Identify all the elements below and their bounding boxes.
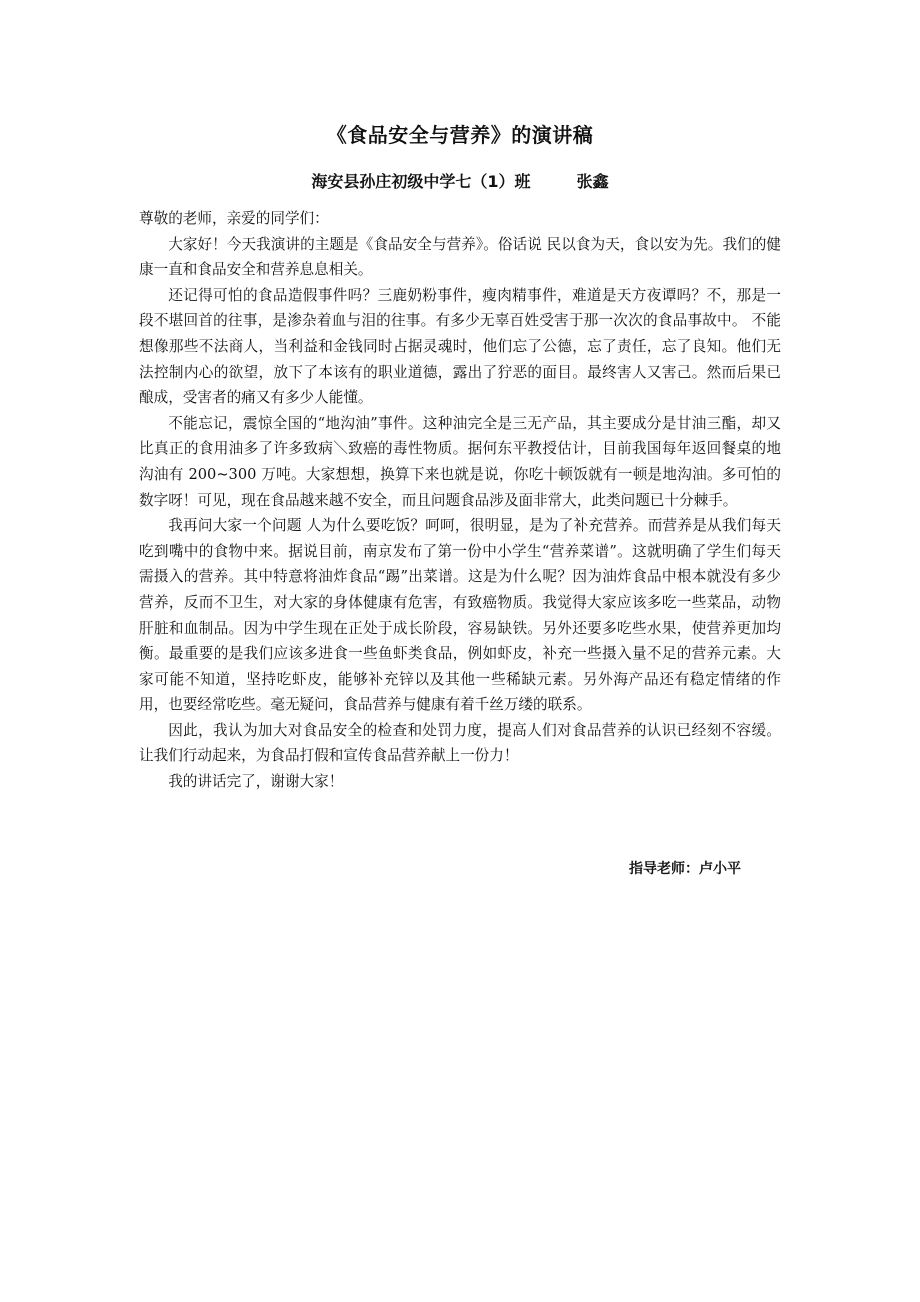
document-byline [0,170,920,194]
paragraph-gutter-oil: 不能忘记，震惊全国的“地沟油”事件。这种油完全是三无产品，其主要成分是甘油三酯，却又比真正的食用油多了许多致病＼致癌的毒性物质。据何东平教授估计，目前我国每年返回餐桌的地沟油有 200~300 万吨。大家想想，换算下来也就是说，你吃十顿饭就有一顿是地沟油。多可怕的数字呀！可见，现在食品越来越不安全，而且问题食品涉及面非常大，此类问题已十分棘手。 [139,414,781,509]
author-name: 张鑫 [576,172,609,191]
instructor-signature: 指导老师：卢小平 [629,861,741,877]
salutation: 尊敬的老师，亲爱的同学们： [139,210,329,227]
speech-body [139,206,781,795]
paragraph-conclusion: 因此，我认为加大对食品安全的检查和处罚力度，提高人们对食品营养的认识已经刻不容缓。让我们行动起来，为食品打假和宣传食品营养献上一份力！ [139,721,781,765]
school-class: 海安县孙庄初级中学七（1）班 [311,172,531,191]
paragraph-nutrition: 我再问大家一个问题 人为什么要吃饭？呵呵，很明显，是为了补充营养。而营养是从我们每天吃到嘴中的食物中来。据说目前，南京发布了第一份中小学生“营养菜谱”。这就明确了学生们每天需摄入的营养。其中特意将油炸食品“踢”出菜谱。这是为什么呢？因为油炸食品中根本就没有多少营养，反而不卫生，对大家的身体健康有危害，有致癌物质。我觉得大家应该多吃一些菜品，动物肝脏和血制品。因为中学生现在正处于成长阶段，容易缺铁。另外还要多吃些水果，使营养更加均衡。最重要的是我们应该多进食一些鱼虾类食品，例如虾皮，补充一些摄入量不足的营养元素。大家可能不知道，坚持吃虾皮，能够补充锌以及其他一些稀缺元素。另外海产品还有稳定情绪的作用，也要经常吃些。毫无疑问，食品营养与健康有着千丝万缕的联系。 [139,517,781,714]
document-title: 《食品安全与营养》的演讲稿 [326,123,594,147]
paragraph-intro: 大家好！今天我演讲的主题是《食品安全与营养》。俗话说 民以食为天，食以安为先。我们的健康一直和食品安全和营养息息相关。 [139,235,781,279]
paragraph-food-fraud: 还记得可怕的食品造假事件吗？三鹿奶粉事件，瘦肉精事件，难道是天方夜谭吗？不，那是一段不堪回首的往事，是渗杂着血与泪的往事。有多少无辜百姓受害于那一次次的食品事故中。 不能想像那些不法商人，当利益和金钱同时占据灵魂时，他们忘了公德，忘了责任，忘了良知。他们无法控制内心的欲望，放下了本该有的职业道德，露出了狞恶的面目。最终害人又害己。然而后果已酿成，受害者的痛又有多少人能懂。 [139,286,781,407]
paragraph-closing: 我的讲话完了，谢谢大家！ [168,773,344,791]
